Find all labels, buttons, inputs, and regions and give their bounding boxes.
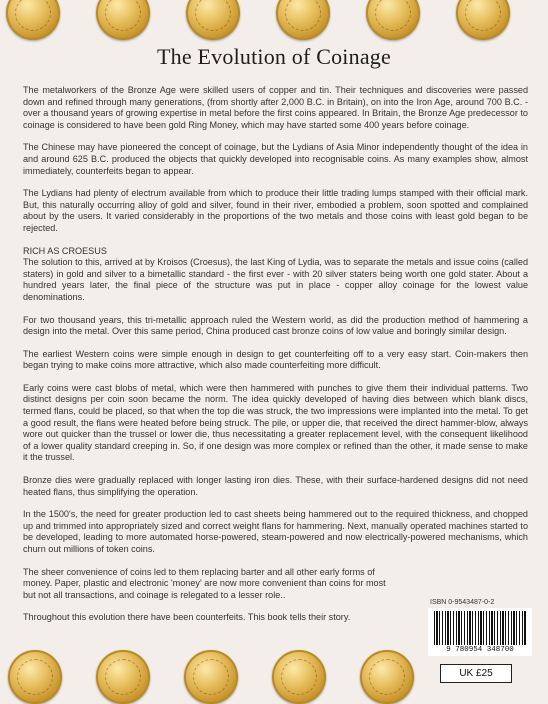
- coin-image: [276, 0, 330, 40]
- paragraph: The Lydians had plenty of electrum available from which to produce their little trading lumps stamped with their official mark. But, this naturally occurring alloy of gold and silver, found in their river, embodied a problem, soon spotted and complained about by the users. It varied considerably in the proportions of the two metals and those coins with least gold began to be rejected.: [23, 188, 528, 233]
- paragraph: The earliest Western coins were simple enough in design to get counterfeiting off to a very easy start. Coin-makers then began trying to make coins more attractive, which also made counterfeiting more difficult.: [23, 348, 528, 371]
- coin-image: [96, 650, 150, 704]
- coin-image: [366, 0, 420, 40]
- paragraph: The solution to this, arrived at by Kroisos (Croesus), the last King of Lydia, was to separate the metals and issue coins (called staters) in gold and silver to a bimetallic standard - the first ever - with 20 silver staters being worth one gold stater. About a hundred years later, the final piece of the structure was put in place - copper alloy coinage for the lowest value denominations.: [23, 257, 528, 302]
- isbn-label: ISBN 0-9543487-0-2: [430, 599, 495, 606]
- price-label: UK £25: [440, 664, 512, 683]
- coin-image: [186, 0, 240, 40]
- paragraph: The Chinese may have pioneered the concept of coinage, but the Lydians of Asia Minor independently thought of the idea in and around 625 B.C. produced the objects that quickly developed into recognisable coins. As many examples show, almost immediately, counterfeits began to appear.: [23, 142, 528, 176]
- coin-image: [360, 650, 414, 704]
- body-text: [23, 85, 528, 635]
- paragraph: Bronze dies were gradually replaced with longer lasting iron dies. These, with their surface-hardened designs did not need heated flans, thus simplifying the operation.: [23, 475, 528, 497]
- coin-image: [184, 650, 238, 704]
- coin-image: [456, 0, 510, 40]
- paragraph: Early coins were cast blobs of metal, which were then hammered with punches to give them their individual patterns. Two distinct designs per coin soon became the norm. The idea quickly developed of having dies between which blank discs, termed flans, could be placed, so that when the top die was struck, the two impressions were implanted into the metal. To get a good result, the flans were heated before being struck. The pile, or upper die, that received the direct hammer-blow, always wore out quicker than the trussel or lower die, thus necessitating a greater replacement level, with the consequent likelihood of a lower quality standard creeping in. So, if one design was more complex or refined than the other, it made sense to make it the trussel.: [23, 382, 528, 463]
- paragraph: The metalworkers of the Bronze Age were skilled users of copper and tin. Their techniques and discoveries were passed down and refined through many generations, (from shortly after 2,000 B.C. in Britain), on into the Iron Age, around 700 B.C. - over a thousand years of growing expertise in metal before the first coins appeared. In Britain, the Bronze Age predecessor to coinage is considered to have been gold Ring Money, which may have started some 400 years before coinage.: [23, 85, 528, 130]
- paragraph: The sheer convenience of coins led to them replacing barter and all other early forms of money. Paper, plastic and electronic 'money' are now more convenient than coins for most but not all transactions, and coinage is relegated to a lesser role..: [23, 566, 386, 600]
- barcode-number: 9 780954 348700: [446, 646, 514, 654]
- coin-image: [272, 650, 326, 704]
- coin-image: [6, 0, 60, 40]
- paragraph: For two thousand years, this tri-metallic approach ruled the Western world, as did the production method of hammering a design into the metal. Over this same period, China produced cast bronze coins of low value and boringly similar design.: [23, 314, 528, 337]
- barcode-bars: [434, 611, 526, 645]
- paragraph: In the 1500's, the need for greater production led to cast sheets being hammered out to the required thickness, and chopped up and trimmed into appropriately sized and correct weight flans for hammering. Next, manually operated machines started to be developed, leading to more automated horse-powered, steam-powered and now electrically-powered mechanisms, which churn out millions of token coins.: [23, 509, 528, 554]
- coin-image: [96, 0, 150, 40]
- section-heading: RICH AS CROESUS: [23, 245, 107, 256]
- paragraph: Throughout this evolution there have been counterfeits. This book tells their story.: [23, 612, 351, 623]
- top-coin-border: [0, 0, 548, 46]
- coin-image: [8, 650, 62, 704]
- page-title: The Evolution of Coinage: [157, 44, 391, 69]
